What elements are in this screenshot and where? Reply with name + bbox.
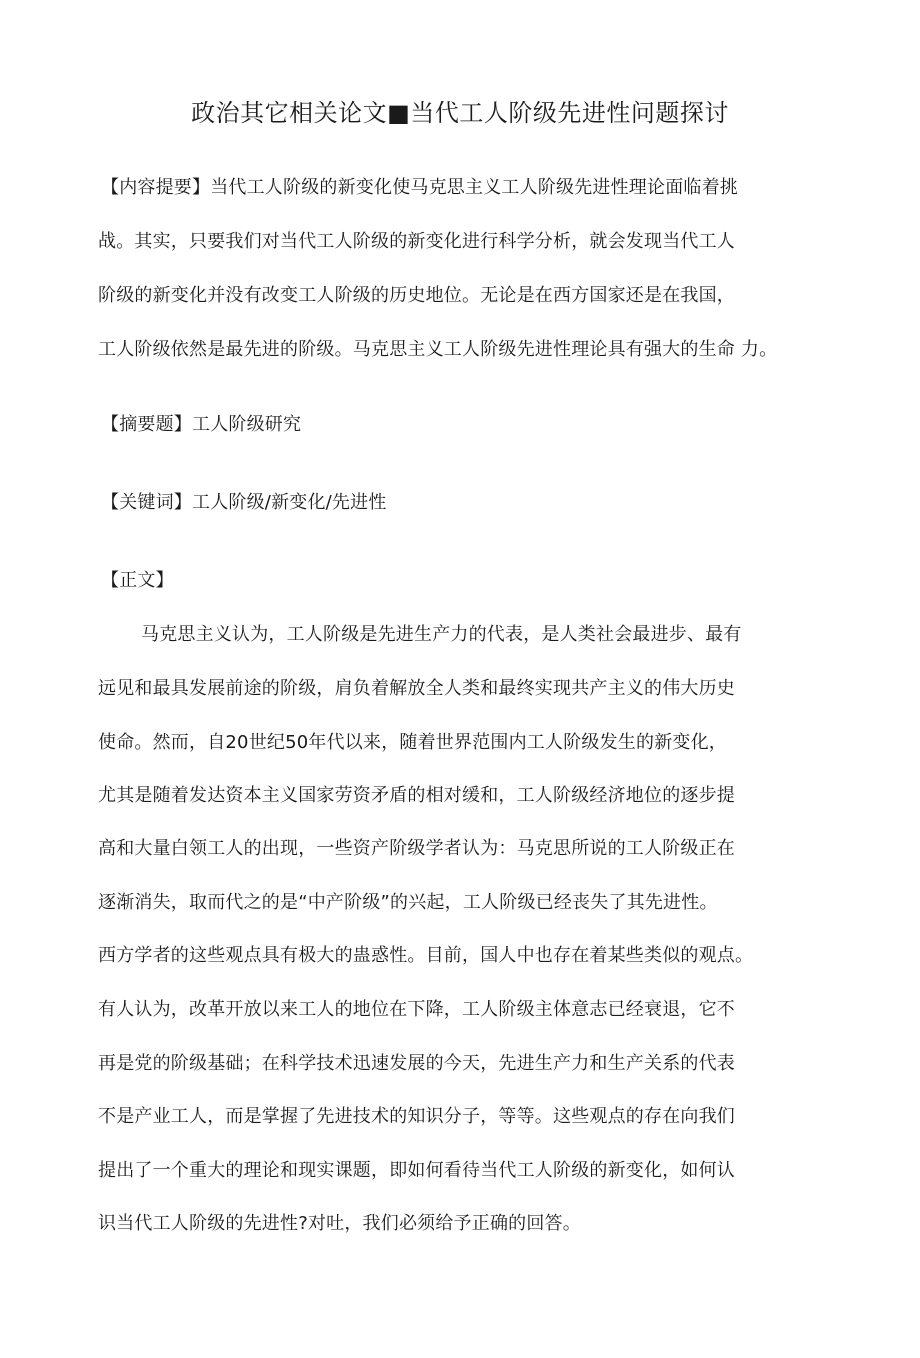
abstract-line: 【内容提要】当代工人阶级的新变化使马克思主义工人阶级先进性理论面临着挑 [101, 177, 738, 198]
body-line: 有人认为，改革开放以来工人的地位在下降，工人阶级主体意志已经衰退，它不 [98, 999, 735, 1020]
body-line: 提出了一个重大的理论和现实课题，即如何看待当代工人阶级的新变化，如何认 [98, 1160, 735, 1181]
body-line: 再是党的阶级基础；在科学技术迅速发展的今天，先进生产力和生产关系的代表 [98, 1053, 735, 1074]
body-line: 马克思主义认为，工人阶级是先进生产力的代表，是人类社会最进步、最有 [141, 624, 742, 645]
body-line: 逐渐消失，取而代之的是“中产阶级”的兴起，工人阶级已经丧失了其先进性。 [98, 892, 718, 913]
body-heading: 【正文】 [101, 570, 174, 591]
body-line: 使命。然而，自20世纪50年代以来，随着世界范围内工人阶级发生的新变化， [98, 732, 728, 753]
abstract-line: 阶级的新变化并没有改变工人阶级的历史地位。无论是在西方国家还是在我国， [98, 285, 735, 306]
abstract-line: 战。其实，只要我们对当代工人阶级的新变化进行科学分析，就会发现当代工人 [98, 231, 735, 252]
abstract-line: 工人阶级依然是最先进的阶级。马克思主义工人阶级先进性理论具有强大的生命 力。 [98, 339, 778, 360]
body-line: 识当代工人阶级的先进性?对吐，我们必须给予正确的回答。 [98, 1213, 581, 1234]
subject-line: 【摘要题】工人阶级研究 [101, 414, 302, 435]
body-line: 远见和最具发展前途的阶级，肩负着解放全人类和最终实现共产主义的伟大历史 [98, 678, 735, 699]
body-line: 高和大量白领工人的出现，一些资产阶级学者认为：马克思所说的工人阶级正在 [98, 838, 735, 859]
document-title: 政治其它相关论文■当代工人阶级先进性问题探讨 [191, 99, 729, 127]
body-line: 不是产业工人，而是掌握了先进技术的知识分子，等等。这些观点的存在向我们 [98, 1106, 735, 1127]
body-line: 西方学者的这些观点具有极大的蛊惑性。目前，国人中也存在着某些类似的观点。 [98, 945, 754, 966]
keywords-line: 【关键词】工人阶级/新变化/先进性 [101, 492, 387, 513]
body-line: 尤其是随着发达资本主义国家劳资矛盾的相对缓和，工人阶级经济地位的逐步提 [98, 785, 735, 806]
